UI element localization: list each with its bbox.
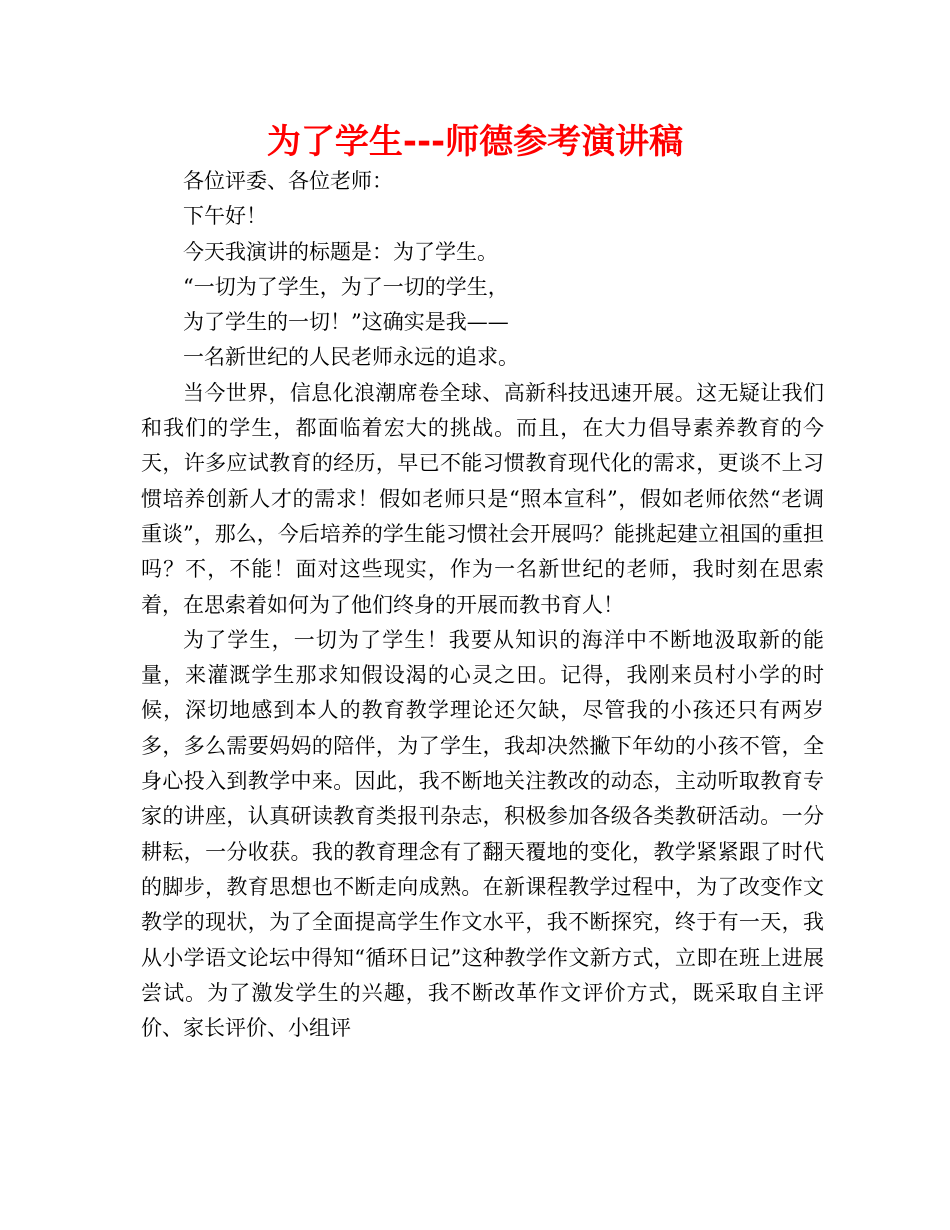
paragraph-quote-line-2: 为了学生的一切！”这确实是我—— <box>183 310 509 335</box>
paragraph-body-1: 当今世界，信息化浪潮席卷全球、高新科技迅速开展。这无疑让我们和我们的学生，都面临着宏大的挑战。而且，在大力倡导素养教育的今天，许多应试教育的经历，早已不能习惯教育现代化的需求，更谈不上习惯培养创新人才的需求！假如老师只是“照本宣科”，假如老师依然“老调重谈”，那么，今后培养的学生能习惯社会开展吗？能挑起建立祖国的重担吗？不，不能！面对这些现实，作为一名新世纪的老师，我时刻在思索着，在思索着如何为了他们终身的开展而教书育人！ <box>141 380 824 617</box>
paragraph-quote-line-1: “一切为了学生，为了一切的学生， <box>183 274 509 299</box>
document-title: 为了学生---师德参考演讲稿 <box>266 122 684 162</box>
document-body <box>141 164 824 1046</box>
paragraph-good-afternoon: 下午好！ <box>183 204 267 229</box>
paragraph-body-2: 为了学生，一切为了学生！我要从知识的海洋中不断地汲取新的能量，来灌溉学生那求知假设渴的心灵之田。记得，我刚来员村小学的时候，深切地感到本人的教育教学理论还欠缺，尽管我的小孩还只有两岁多，多么需要妈妈的陪伴，为了学生，我却决然撇下年幼的小孩不管，全身心投入到教学中来。因此，我不断地关注教改的动态，主动听取教育专家的讲座，认真研读教育类报刊杂志，积极参加各级各类教研活动。一分耕耘，一分收获。我的教育理念有了翻天覆地的变化，教学紧紧跟了时代的脚步，教育思想也不断走向成熟。在新课程教学过程中，为了改变作文教学的现状，为了全面提高学生作文水平，我不断探究，终于有一天，我从小学语文论坛中得知“循环日记”这种教学作文新方式，立即在班上进展尝试。为了激发学生的兴趣，我不断改革作文评价方式，既采取自主评价、家长评价、小组评 <box>141 627 824 1041</box>
paragraph-greeting: 各位评委、各位老师： <box>183 169 393 193</box>
paragraph-topic: 今天我演讲的标题是：为了学生。 <box>183 239 498 264</box>
paragraph-quote-line-3: 一名新世纪的人民老师永远的追求。 <box>183 345 519 370</box>
